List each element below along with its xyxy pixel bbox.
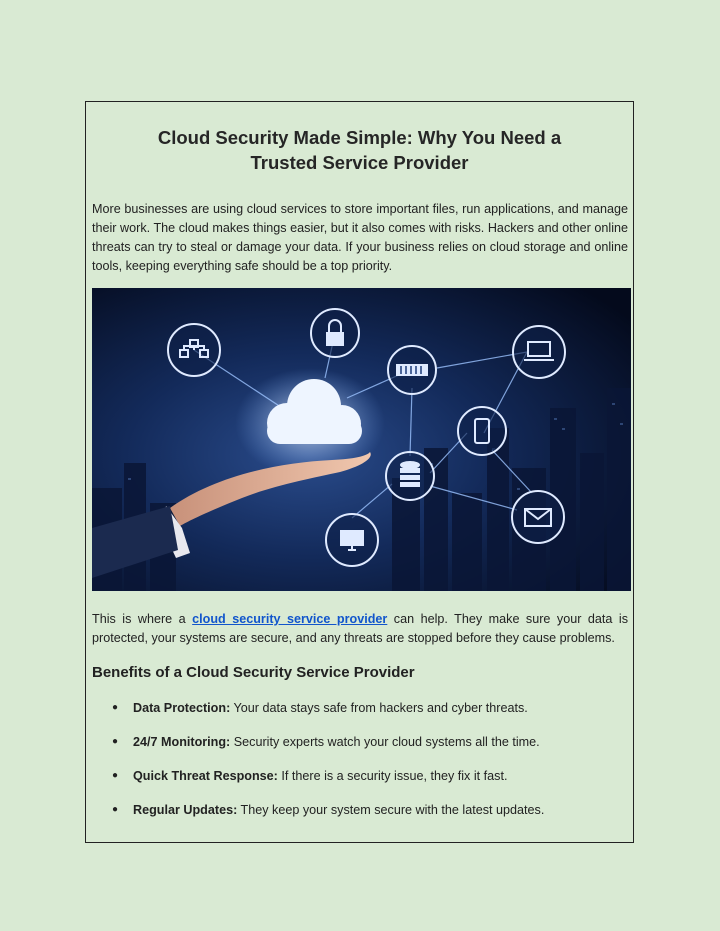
benefits-heading: Benefits of a Cloud Security Service Provider <box>92 664 415 681</box>
benefit-term: Data Protection: <box>133 701 231 715</box>
benefit-term: Quick Threat Response: <box>133 769 278 783</box>
benefit-term: Regular Updates: <box>133 803 238 817</box>
page-title: Cloud Security Made Simple: Why You Need a Trusted Service Provider <box>157 127 562 173</box>
bullet: ● <box>112 770 119 781</box>
lock-icon <box>311 309 359 357</box>
provider-text-after: can help. They make sure your data is protected, your systems are secure, and any threats are stopped before they cause problems. <box>92 612 628 645</box>
list-item <box>112 768 544 802</box>
list-item <box>112 802 544 836</box>
network-icon <box>168 324 220 376</box>
bullet: ● <box>112 736 119 747</box>
smartphone-icon <box>458 407 506 455</box>
monitor-icon <box>326 514 378 566</box>
benefit-text: Your data stays safe from hackers and cyber threats. <box>230 701 528 715</box>
document-frame <box>85 101 634 843</box>
benefit-term: 24/7 Monitoring: <box>133 735 231 749</box>
mail-icon <box>512 491 564 543</box>
cloud-security-image <box>92 288 631 591</box>
server-icon <box>388 346 436 394</box>
list-item <box>112 734 544 768</box>
benefits-list <box>112 700 544 836</box>
benefit-text: Security experts watch your cloud systems all the time. <box>230 735 540 749</box>
list-item <box>112 700 544 734</box>
intro-paragraph: More businesses are using cloud services to store important files, run applications, and manage their work. The cloud makes things easier, but it also comes with risks. Hackers and other online threats can try to steal or damage your data. If your business relies on cloud storage and online tools, keeping everything safe should be a top priority. <box>92 202 628 273</box>
benefit-text: If there is a security issue, they fix it fast. <box>277 769 508 783</box>
provider-paragraph <box>92 610 628 648</box>
laptop-icon <box>513 326 565 378</box>
cloud-security-provider-link[interactable]: cloud security service provider <box>192 612 388 626</box>
benefit-text: They keep your system secure with the latest updates. <box>237 803 545 817</box>
bullet: ● <box>112 804 119 815</box>
database-icon <box>386 452 434 500</box>
bullet: ● <box>112 702 119 713</box>
provider-text-before: This is where a <box>92 612 193 626</box>
